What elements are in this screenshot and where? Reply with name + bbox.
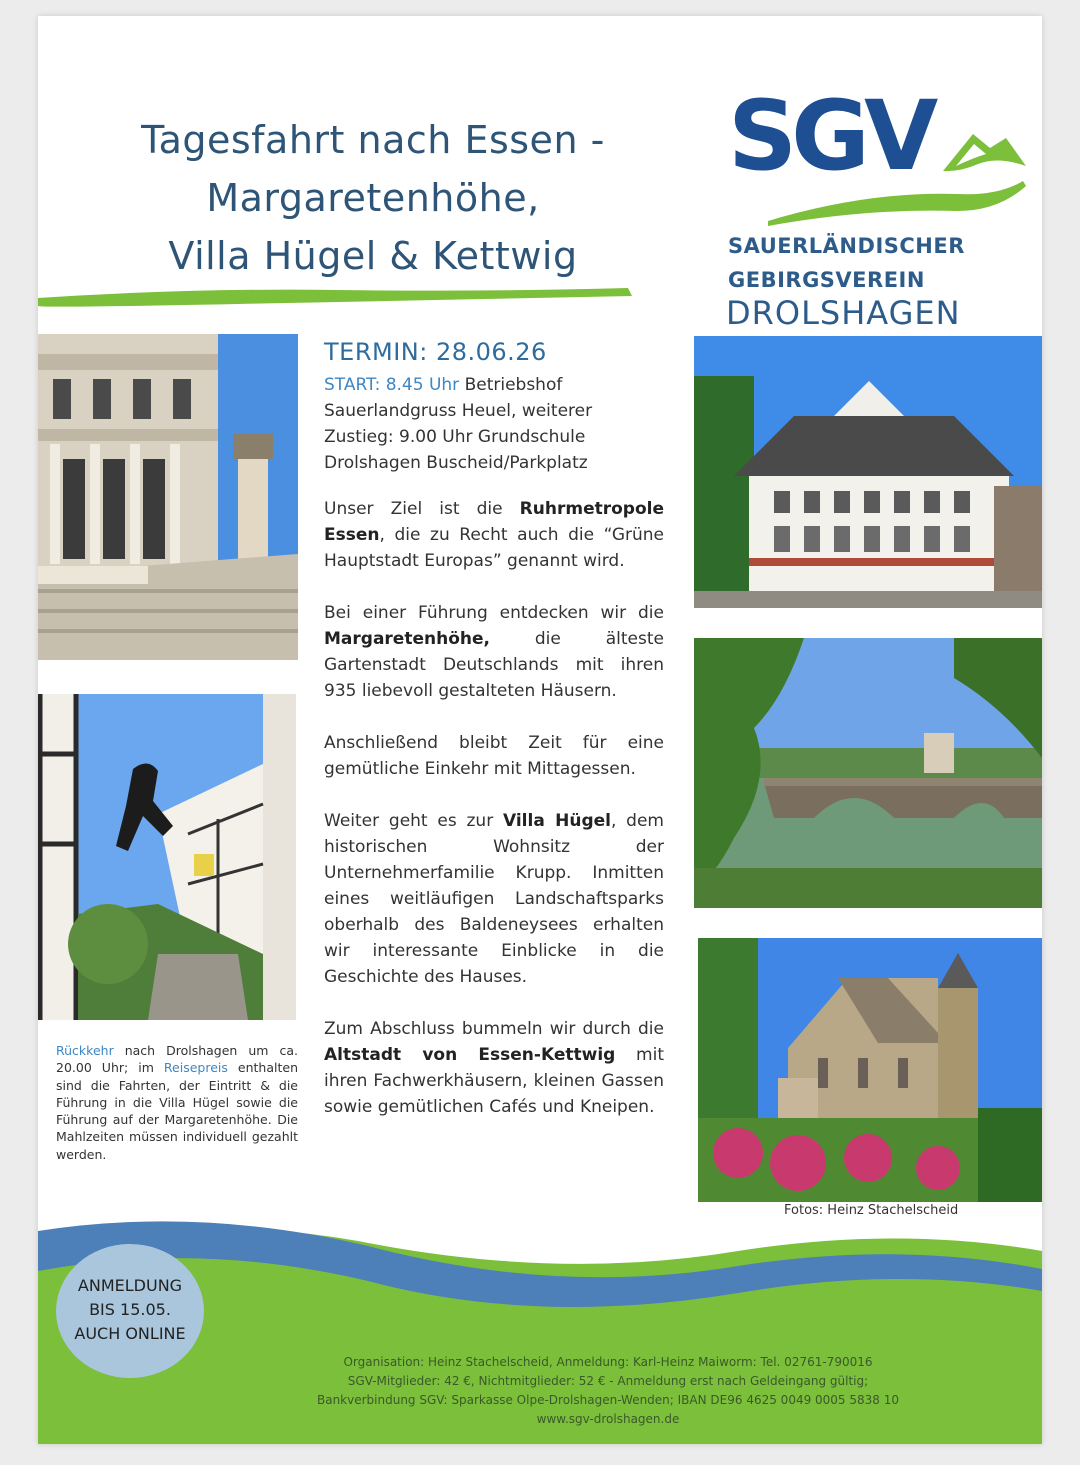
title-line-2: Margaretenhöhe, bbox=[206, 176, 540, 221]
footer-info bbox=[228, 1353, 988, 1429]
title-line-3: Villa Hügel & Kettwig bbox=[168, 234, 578, 279]
mountain-swoosh-icon bbox=[728, 80, 1028, 236]
margaretenhoehe-building-photo bbox=[694, 336, 1042, 608]
church-photo bbox=[698, 938, 1042, 1202]
org-line-1: SAUERLÄNDISCHER bbox=[728, 234, 965, 258]
start-details: Betriebshof Sauerlandgruss Heuel, weiterer Zustieg: 9.00 Uhr Grundschule Drolshagen Buscheid/Parkplatz bbox=[324, 375, 593, 473]
flyer-page bbox=[38, 16, 1042, 1444]
start-label: START: 8.45 Uhr bbox=[324, 375, 460, 395]
footer-bank: Bankverbindung SGV: Sparkasse Olpe-Drolshagen-Wenden; IBAN DE96 4625 0049 0005 5838 10 bbox=[316, 1393, 900, 1407]
paragraph-kettwig: Zum Abschluss bummeln wir durch die Altstadt von Essen-Kettwig mit ihren Fachwerkhäusern, kleinen Gassen sowie gemütlichen Cafés und Kneipen. bbox=[324, 1019, 664, 1117]
footer-prices: SGV-Mitglieder: 42 €, Nichtmitglieder: 52 € - Anmeldung erst nach Geldeingang gültig; bbox=[347, 1374, 869, 1388]
photo-credit: Fotos: Heinz Stachelscheid bbox=[784, 1203, 959, 1218]
paragraph-einkehr: Anschließend bleibt Zeit für eine gemütliche Einkehr mit Mittagessen. bbox=[324, 733, 664, 779]
bridge-photo bbox=[694, 638, 1042, 908]
kettwig-alley-photo bbox=[38, 694, 296, 1020]
return-price-note: Rückkehr nach Drolshagen um ca. 20.00 Uhr; im Reisepreis enthalten sind die Fahrten, der Eintritt & die Führung in die Villa Hügel sowie die Führung auf der Margaretenhöhe. Die Mahlzeiten müssen individuell gezahlt werden. bbox=[56, 1043, 298, 1162]
green-brush-stroke bbox=[38, 284, 638, 308]
paragraph-ziel: Unser Ziel ist die Ruhrmetropole Essen, die zu Recht auch die “Grüne Hauptstadt Europas” genannt wird. bbox=[324, 499, 664, 571]
logo-wordmark: SGV bbox=[728, 80, 933, 192]
title-line-1: Tagesfahrt nach Essen - bbox=[141, 118, 605, 163]
villa-huegel-photo bbox=[38, 334, 298, 660]
org-line-3: DROLSHAGEN bbox=[726, 294, 961, 332]
footer-organisation: Organisation: Heinz Stachelscheid, Anmeldung: Karl-Heinz Maiworm: Tel. 02761-790016 bbox=[343, 1355, 873, 1369]
footer-website-link[interactable]: www.sgv-drolshagen.de bbox=[536, 1412, 680, 1426]
paragraph-villa: Weiter geht es zur Villa Hügel, dem historischen Wohnsitz der Unternehmerfamilie Krupp. Inmitten eines weitläufigen Landschaftsparks oberhalb des Baldeneysees erhalten wir interessante Einblicke in die Geschichte des Hauses. bbox=[324, 811, 664, 987]
org-line-2: GEBIRGSVEREIN bbox=[728, 268, 925, 292]
sgv-logo bbox=[728, 80, 1028, 236]
page-title bbox=[78, 111, 668, 285]
termin-date: TERMIN: 28.06.26 bbox=[324, 338, 547, 366]
start-info bbox=[324, 372, 664, 476]
paragraph-fuehrung: Bei einer Führung entdecken wir die Margaretenhöhe, die älteste Gartenstadt Deutschlands mit ihren 935 liebevoll gestalteten Häusern. bbox=[324, 603, 664, 701]
registration-badge: ANMELDUNG BIS 15.05. AUCH ONLINE bbox=[56, 1244, 204, 1378]
description-text bbox=[324, 496, 664, 1146]
